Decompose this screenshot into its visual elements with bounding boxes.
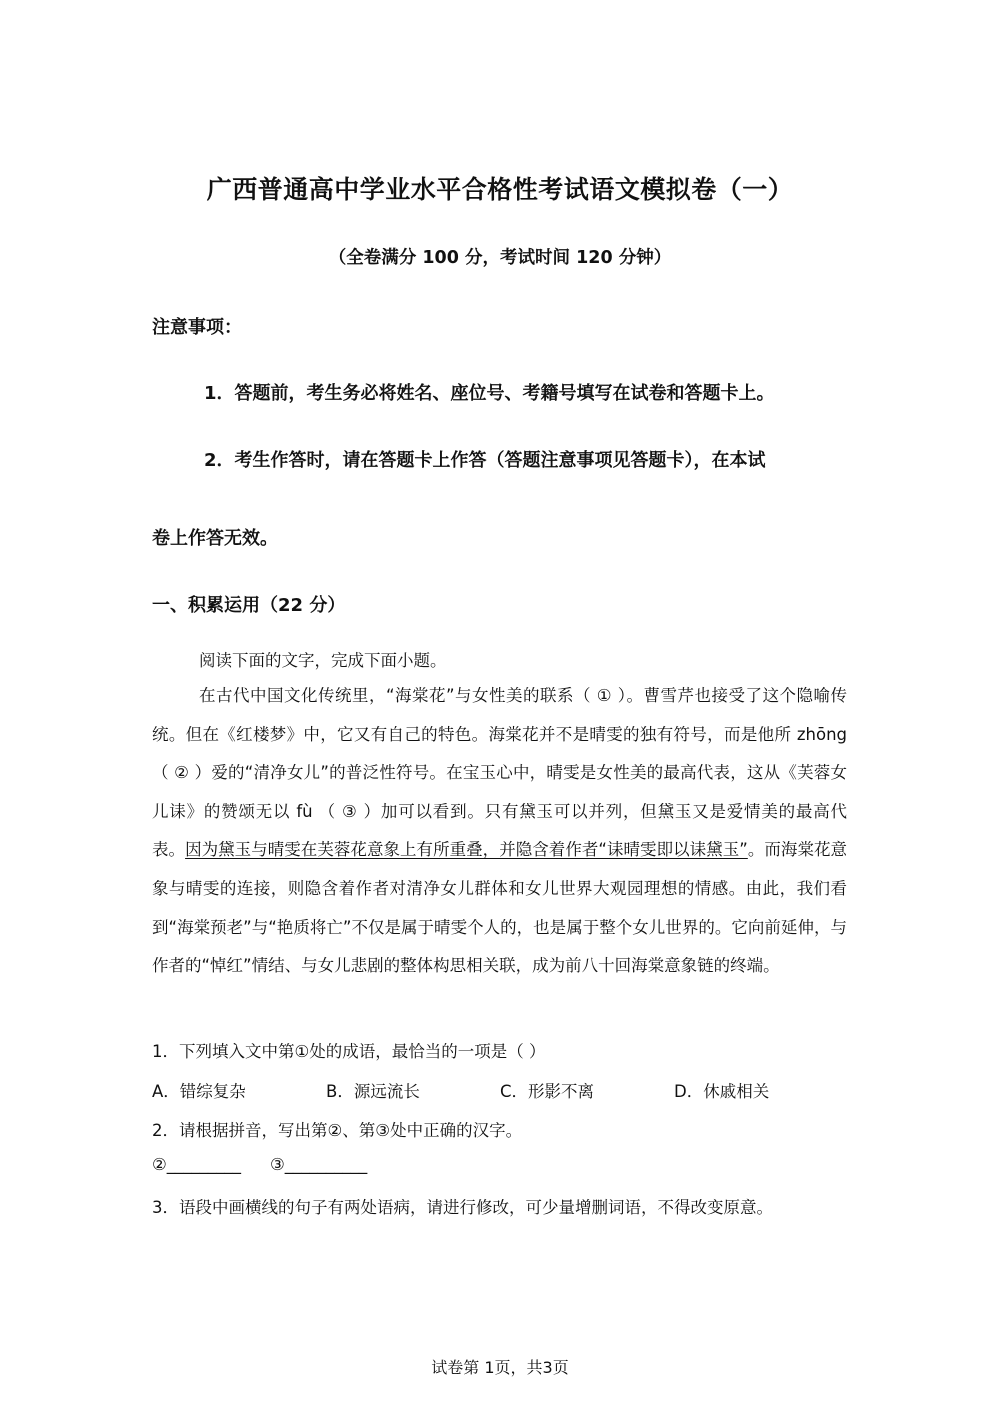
answer-blank-3[interactable]: ③__________ <box>270 1155 368 1174</box>
reading-passage <box>152 677 847 986</box>
notice-item-1: 1．答题前，考生务必将姓名、座位号、考籍号填写在试卷和答题卡上。 <box>204 383 775 404</box>
notice-item-2-line-1: 2．考生作答时，请在答题卡上作答（答题注意事项见答题卡），在本试 <box>204 450 766 471</box>
option-b[interactable]: B．源远流长 <box>326 1082 420 1101</box>
page-footer: 试卷第 1页，共3页 <box>431 1358 569 1377</box>
question-3: 3．语段中画横线的句子有两处语病，请进行修改，可少量增删词语，不得改变原意。 <box>152 1198 773 1217</box>
reading-instruction: 阅读下面的文字，完成下面小题。 <box>199 651 447 670</box>
underlined-sentence: 因为黛玉与晴雯在芙蓉花意象上有所重叠，并隐含着作者“诔晴雯即以诔黛玉” <box>185 840 748 860</box>
question-1: 1．下列填入文中第①处的成语，最恰当的一项是（ ） <box>152 1042 546 1061</box>
option-c[interactable]: C．形影不离 <box>500 1082 595 1101</box>
option-d[interactable]: D．休戚相关 <box>674 1082 770 1101</box>
passage-text-1: 在古代中国文化传统里，“海棠花”与女性美的联系（ ① ）。曹雪芹也接受了这个隐喻传统。但在《红楼梦》中，它又有自己的特色。海棠花并不是晴雯的独有符号，而是他所 zhōng （ ② ）爱的“清净女儿”的普泛性符号。在宝玉心中，晴雯是女性美的最高代表，这从《芙蓉女儿诔》的赞颂无以 fù （ ③ ）加可以看到。只有黛玉可以并列，但黛玉又是爱情美的最高代表。 <box>152 686 847 860</box>
page-subtitle: （全卷满分 100 分，考试时间 120 分钟） <box>328 248 672 268</box>
answer-blank-2[interactable]: ②_________ <box>152 1155 242 1174</box>
passage-text-2: 。而海棠花意象与晴雯的连接，则隐含着作者对清净女儿群体和女儿世界大观园理想的情感。由此，我们看到“海棠预老”与“艳质将亡”不仅是属于晴雯个人的，也是属于整个女儿世界的。它向前延伸，与作者的“悼红”情结、与女儿悲剧的整体构思相关联，成为前八十回海棠意象链的终端。 <box>152 840 848 976</box>
notice-item-2-line-2: 卷上作答无效。 <box>152 528 278 549</box>
question-2: 2．请根据拼音，写出第②、第③处中正确的汉字。 <box>152 1121 523 1140</box>
page-title: 广西普通高中学业水平合格性考试语文模拟卷（一） <box>206 175 794 204</box>
option-a[interactable]: A．错综复杂 <box>152 1082 246 1101</box>
notice-heading: 注意事项： <box>152 317 242 338</box>
section-heading: 一、积累运用（22 分） <box>152 595 346 616</box>
